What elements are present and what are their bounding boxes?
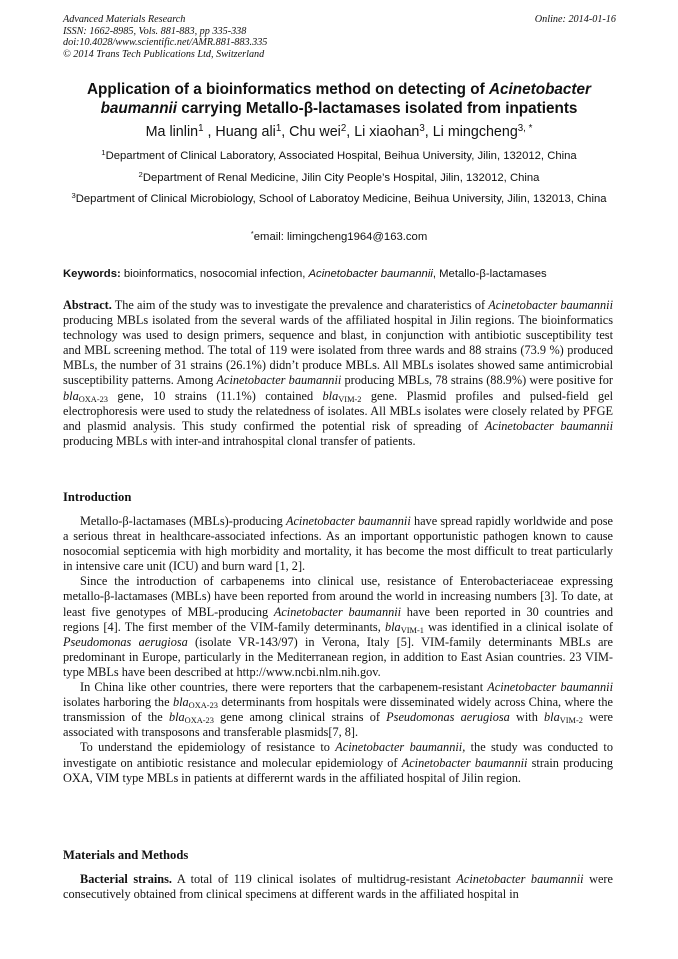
- keywords-label: Keywords:: [63, 268, 121, 280]
- paper-title: Application of a bioinformatics method on detecting of Acinetobacter baumannii carrying Metallo-β-lactamases isolated from inpatients: [87, 81, 591, 117]
- keywords: Keywords: bioinformatics, nosocomial infection, Acinetobacter baumannii, Metallo-β-lactamases: [63, 268, 547, 280]
- corresponding-email: *email: limingcheng1964@163.com: [250, 229, 428, 243]
- paragraph: Bacterial strains. A total of 119 clinical isolates of multidrug-resistant Acinetobacter baumannii were consecutively obtained from clinical specimens at different wards in the affiliated hospital in: [63, 872, 613, 902]
- author: Huang ali$^1$,: [215, 123, 290, 140]
- paragraph: To understand the epidemiology of resistance to Acinetobacter baumannii, the study was conducted to investigate on antibiotic resistance and molecular epidemiology of Acinetobacter baumannii strain producing OXA, VIM type MBLs in patients at differernt wards in the affiliated hospital of Jilin region.: [63, 740, 613, 785]
- abstract: Abstract. The aim of the study was to investigate the prevalence and charateristics of Acinetobacter baumannii producing MBLs isolated from the several wards of the affiliated hospital in Jilin regions. The bioinformatics technology was used to design primers, sequence and blast, in conjunction with antibiotic susceptibility test and MBL screening method. The total of 119 were isolated from three wards and 88 strains (73.9 %) produced MBLs, the number of 31 strains (26.1%) didn’t produce MBLs. All MBLs isolates showed same antimicrobial susceptibility patterns. Among Acinetobacter baumannii producing MBLs, 78 strains (88.9%) were positive for bla$_{OXA-23}$ gene, 10 strains (11.1%) contained bla$_{VIM-2}$ gene. Plasmid profiles and pulsed-field gel electrophoresis were used to study the relatedness of isolates. All MBLs isolates were closely related by PFGE and plasmid analysis. This study confirmed the potential risk of spreading of Acinetobacter baumannii producing MBLs with inter-and intrahospital clonal transfer of patients.: [63, 298, 614, 448]
- issn-line: ISSN: 1662-8985, Vols. 881-883, pp 335-338: [63, 25, 247, 37]
- online-date: Online: 2014-01-16: [534, 14, 616, 25]
- affiliation-2: $^2$Department of Renal Medicine, Jilin City People’s Hospital, Jilin, 132012, China: [138, 170, 540, 184]
- section-heading-introduction: Introduction: [63, 490, 132, 504]
- journal-header: [63, 14, 616, 60]
- author: Li mingcheng$^{3, *}$: [432, 123, 533, 140]
- paragraph: Metallo-β-lactamases (MBLs)-producing Acinetobacter baumannii have spread rapidly worldwide and pose a serious threat in healthcare-associated infections. As an important opportunistic pathogen known to cause nosocomial septicemia with high morbidity and mortality, it has become the most difficult to treat particularly in intensive care unit (ICU) and burn ward [1, 2].: [63, 514, 613, 574]
- author: Li xiaohan$^3$,: [354, 123, 433, 140]
- paragraph: In China like other countries, there were reporters that the carbapenem-resistant Acinetobacter baumannii isolates harboring the bla$_{OXA-23}$ determinants from hospitals were disseminated widely across China, where the transmission of the bla$_{OXA-23}$ gene among clinical strains of Pseudomonas aerugiosa with bla$_{VIM-2}$ were associated with transposons and transferable plasmids[7, 8].: [63, 680, 614, 740]
- methods-body: [63, 872, 613, 902]
- author: Ma linlin$^1$ ,: [145, 123, 216, 140]
- journal-name: Advanced Materials Research: [63, 14, 186, 25]
- title-species: Acinetobacter baumannii: [100, 81, 591, 117]
- paragraph: Since the introduction of carbapenems into clinical use, resistance of Enterobacteriaceae expressing metallo-β-lactamases (MBLs) have been reported from around the world in increasing numbers [3]. To date, at least five genotypes of MBL-producing Acinetobacter baumannii have been reported in 30 countries and regions [4]. The first member of the VIM-family determinants, bla$_{VIM-1}$ was identified in a clinical isolate of Pseudomonas aerugiosa (isolate VR-143/97) in Verona, Italy [5]. VIM-family determinants MBLs are predominant in Europe, particularly in the Mediterranean region, in addition to East Asian countries. 23 VIM-type MBLs have been described at http://www.ncbi.nlm.nih.gov.: [63, 574, 613, 679]
- author-list: [60, 123, 618, 141]
- section-heading-methods: Materials and Methods: [63, 848, 189, 862]
- author: Chu wei$^2$,: [289, 123, 355, 140]
- introduction-body: [63, 514, 613, 786]
- copyright-line: © 2014 Trans Tech Publications Ltd, Switzerland: [63, 48, 265, 60]
- affiliation-3: $^3$Department of Clinical Microbiology, School of Laboratoy Medicine, Beihua University, Jilin, 132013, China: [71, 191, 607, 205]
- doi-line: doi:10.4028/www.scientific.net/AMR.881-883.335: [63, 37, 268, 49]
- abstract-label: Abstract.: [63, 298, 112, 312]
- affiliation-1: $^1$Department of Clinical Laboratory, Associated Hospital, Beihua University, Jilin, 132012, China: [101, 148, 577, 162]
